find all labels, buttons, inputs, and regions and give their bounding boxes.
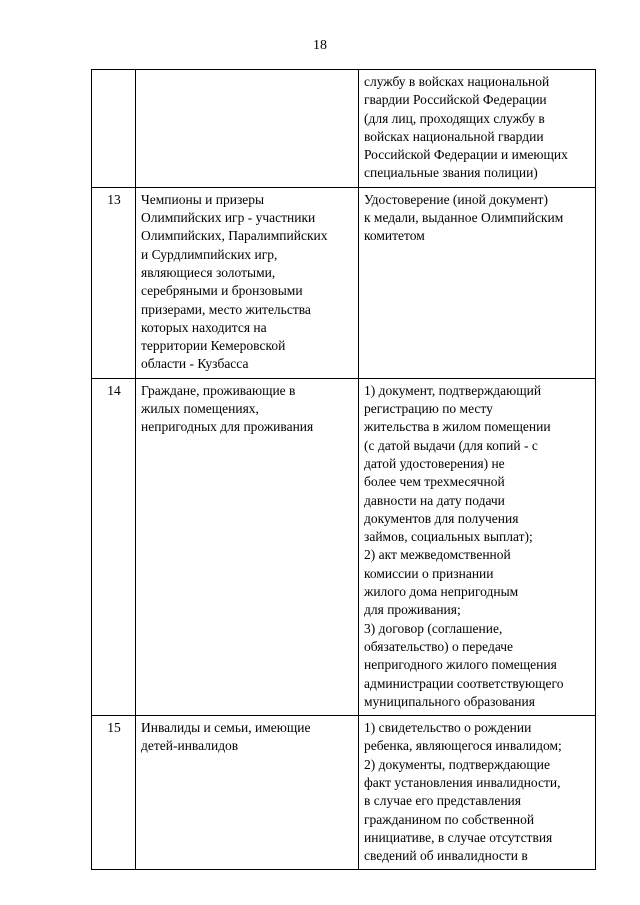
row-number: 13 bbox=[107, 191, 121, 207]
documents-text: 1) свидетельство о рождении ребенка, являющегося инвалидом; 2) документы, подтверждающие факт установления инвалидности, в случае его представления гражданином по собственной инициативе, в случае отсутствия сведений об инвалидности в bbox=[364, 720, 562, 864]
documents-table bbox=[91, 69, 596, 870]
row-number-cell bbox=[92, 716, 136, 870]
documents-cell bbox=[359, 378, 596, 715]
category-cell bbox=[136, 378, 359, 715]
category-text: Граждане, проживающие в жилых помещениях, непригодных для проживания bbox=[141, 382, 314, 435]
row-number-cell bbox=[92, 70, 136, 188]
table-row bbox=[92, 70, 596, 188]
category-cell bbox=[136, 187, 359, 378]
row-number: 14 bbox=[107, 382, 121, 398]
documents-cell bbox=[359, 716, 596, 870]
category-text: Инвалиды и семьи, имеющие детей-инвалидов bbox=[141, 720, 311, 754]
documents-cell bbox=[359, 187, 596, 378]
category-cell bbox=[136, 716, 359, 870]
row-number: 15 bbox=[107, 720, 121, 736]
documents-cell bbox=[359, 70, 596, 188]
row-number-cell bbox=[92, 378, 136, 715]
documents-text: 1) документ, подтверждающий регистрацию по месту жительства в жилом помещении (с датой выдачи (для копий - с датой удостоверения) не более чем трехмесячной давности на дату подачи документов для получения займов, социальных выплат); 2) акт межведомственной комиссии о признании жилого дома непригодным для проживания; 3) договор (соглашение, обязательство) о передаче непригодного жилого помещения администрации соответствующего муниципального образования bbox=[364, 382, 564, 709]
documents-text: службу в войсках национальной гвардии Российской Федерации (для лиц, проходящих службу в войсках национальной гвардии Российской Федерации и имеющих специальные звания полиции) bbox=[364, 74, 568, 181]
documents-text: Удостоверение (иной документ) к медали, выданное Олимпийским комитетом bbox=[364, 191, 564, 244]
category-text: Чемпионы и призеры Олимпийских игр - участники Олимпийских, Паралимпийских и Сурдлимпийских игр, являющиеся золотыми, серебряными и бронзовыми призерами, место жительства которых находится на территории Кемеровской области - Кузбасса bbox=[141, 191, 328, 372]
table-row bbox=[92, 378, 596, 715]
page-number: 18 bbox=[313, 38, 327, 53]
table-row bbox=[92, 187, 596, 378]
row-number-cell bbox=[92, 187, 136, 378]
table-row bbox=[92, 716, 596, 870]
category-cell bbox=[136, 70, 359, 188]
